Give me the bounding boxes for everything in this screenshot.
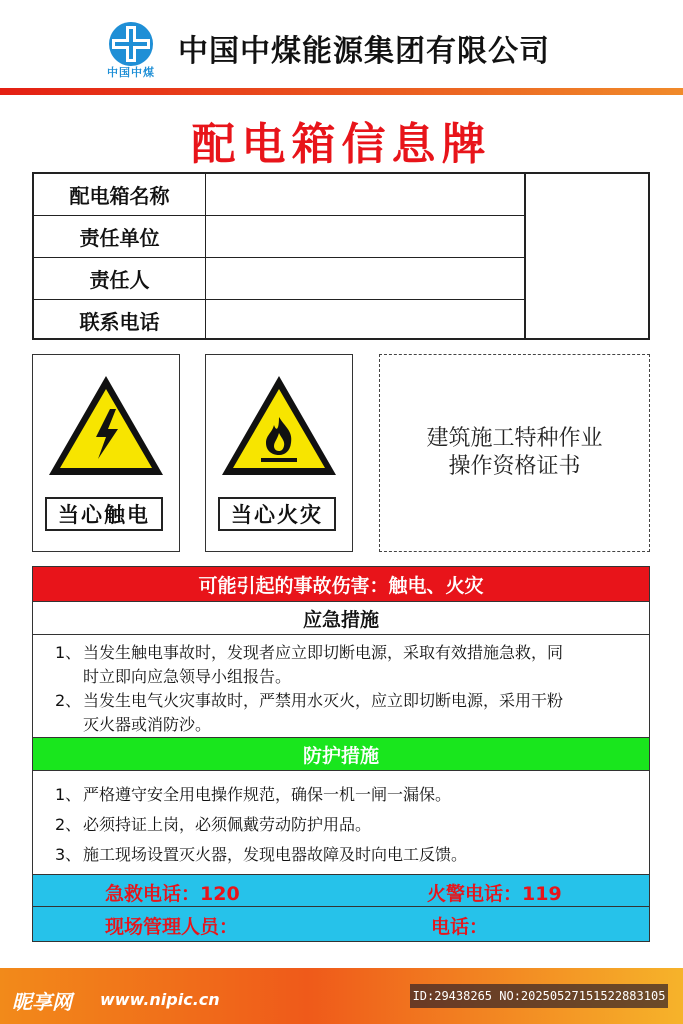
item-text: 必须持证上岗，必须佩戴劳动防护用品。 <box>83 815 372 834</box>
sign-label: 当心火灾 <box>218 497 336 531</box>
fire-phone: 火警电话：119 <box>427 883 562 905</box>
item-number: 3、 <box>55 845 82 864</box>
info-label: 责任单位 <box>34 216 206 257</box>
certificate-line1: 建筑施工特种作业 <box>426 426 603 451</box>
info-label: 责任人 <box>34 258 206 299</box>
protection-title: 防护措施 <box>33 737 649 771</box>
sign-fire <box>205 354 353 552</box>
item-text: 当发生触电事故时，发现者应立即切断电源，采取有效措施急救，同 <box>83 643 564 662</box>
item-number: 2、 <box>55 815 82 834</box>
electric-shock-warning-icon <box>46 373 166 479</box>
emergency-title: 应急措施 <box>33 601 649 635</box>
manager-phone-label: 电话： <box>431 916 489 938</box>
protection-item-3 <box>55 843 635 867</box>
sign-label: 当心触电 <box>45 497 163 531</box>
info-label: 联系电话 <box>34 300 206 340</box>
protection-item-1 <box>55 783 635 807</box>
first-aid-phone: 急救电话：120 <box>105 883 240 905</box>
watermark-id: ID:29438265 NO:20250527151522883105 <box>410 984 668 1008</box>
info-row-box-name <box>34 174 524 216</box>
fire-warning-icon <box>219 373 339 479</box>
site-manager-label: 现场管理人员： <box>105 916 239 938</box>
info-label: 配电箱名称 <box>34 174 206 215</box>
item-number: 2、 <box>55 691 82 710</box>
emergency-item-1 <box>55 641 635 689</box>
hazard-title: 可能引起的事故伤害：触电、火灾 <box>33 567 649 601</box>
certificate-placeholder <box>379 354 650 552</box>
info-table <box>32 172 650 340</box>
item-text-cont: 灭火器或消防沙。 <box>83 715 212 734</box>
page-title: 配电箱信息牌 <box>191 119 492 170</box>
certificate-line2: 操作资格证书 <box>448 454 581 479</box>
item-text-cont: 时立即向应急领导小组报告。 <box>83 667 292 686</box>
item-text: 严格遵守安全用电操作规范，确保一机一闸一漏保。 <box>83 785 452 804</box>
header-divider <box>0 88 683 95</box>
photo-box-divider <box>524 174 526 338</box>
item-text: 当发生电气火灾事故时，严禁用水灭火，应立即切断电源，采用干粉 <box>83 691 564 710</box>
item-number: 1、 <box>55 785 82 804</box>
item-number: 1、 <box>55 643 82 662</box>
company-name: 中国中煤能源集团有限公司 <box>178 34 550 69</box>
sign-electric-shock <box>32 354 180 552</box>
watermark-brand: 昵享网 <box>12 990 72 1014</box>
hazard-table <box>32 566 650 942</box>
info-row-phone <box>34 300 524 340</box>
protection-item-2 <box>55 813 635 837</box>
emergency-item-2 <box>55 689 635 737</box>
emergency-phone-row <box>33 874 649 906</box>
logo-caption: 中国中煤 <box>107 66 155 79</box>
watermark-url: www.nipic.cn <box>100 990 220 1009</box>
info-row-person <box>34 258 524 300</box>
item-text: 施工现场设置灭火器，发现电器故障及时向电工反馈。 <box>83 845 468 864</box>
manager-row <box>33 906 649 941</box>
info-row-unit <box>34 216 524 258</box>
